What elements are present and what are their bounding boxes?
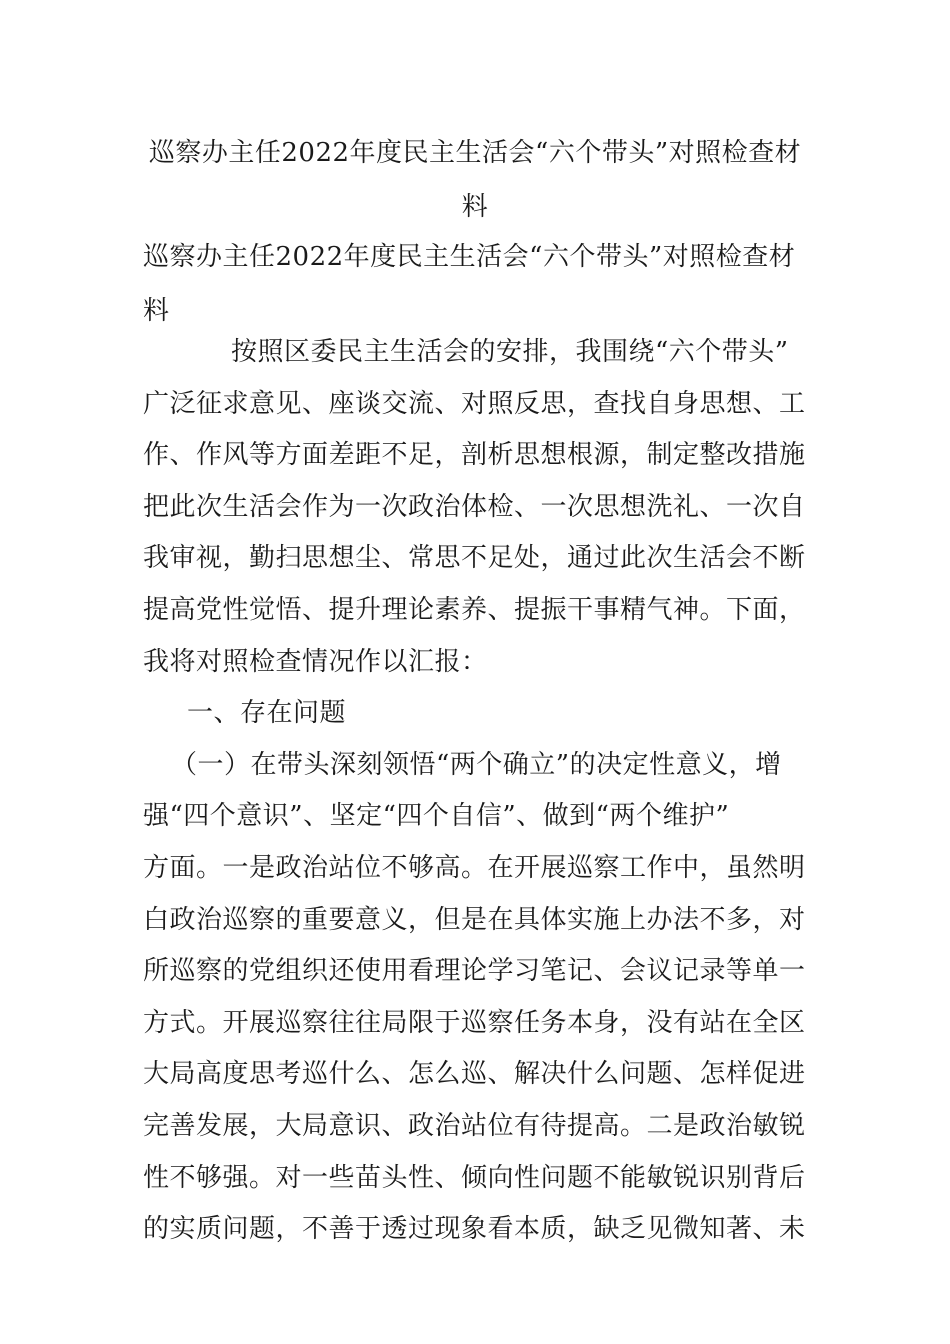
body-line: 作、作风等方面差距不足，剖析思想根源，制定整改措施 [143, 440, 806, 471]
title-line-1: 巡察办主任2022年度民主生活会“六个带头”对照检查材 [148, 138, 802, 168]
body-line: 广泛征求意见、座谈交流、对照反思，查找自身思想、工 [143, 388, 806, 419]
body-line: 大局高度思考巡什么、怎么巡、解决什么问题、怎样促进 [143, 1059, 806, 1090]
body-line: 完善发展，大局意识、政治站位有待提高。二是政治敏锐 [143, 1110, 806, 1141]
title-line-2: 料 [461, 192, 489, 222]
document-body [143, 327, 808, 1256]
subtitle-line-2: 料 [143, 296, 170, 326]
body-line: （一）在带头深刻领悟“两个确立”的决定性意义，增 [171, 749, 782, 780]
body-line: 我将对照检查情况作以汇报： [143, 646, 488, 677]
body-line: 按照区委民主生活会的安排，我围绕“六个带头” [231, 337, 789, 367]
body-line: 强“四个意识”、坚定“四个自信”、做到“两个维护” [143, 801, 730, 832]
body-line: 方面。一是政治站位不够高。在开展巡察工作中，虽然明 [143, 852, 806, 883]
body-line: 白政治巡察的重要意义，但是在具体实施上办法不多，对 [143, 904, 806, 935]
body-line: 提高党性觉悟、提升理论素养、提振干事精气神。下面， [143, 594, 806, 625]
body-line: 我审视，勤扫思想尘、常思不足处，通过此次生活会不断 [143, 543, 806, 574]
subtitle-line-1: 巡察办主任2022年度民主生活会“六个带头”对照检查材 [143, 242, 796, 272]
document-title [140, 126, 810, 234]
body-line: 所巡察的党组织还使用看理论学习笔记、会议记录等单一 [143, 956, 806, 987]
body-line: 的实质问题，不善于透过现象看本质，缺乏见微知著、未 [143, 1214, 806, 1245]
document-subtitle [143, 230, 808, 338]
section-heading: 一、存在问题 [187, 698, 347, 729]
body-line: 把此次生活会作为一次政治体检、一次思想洗礼、一次自 [143, 491, 806, 522]
body-line: 性不够强。对一些苗头性、倾向性问题不能敏锐识别背后 [143, 1162, 806, 1193]
body-line: 方式。开展巡察往往局限于巡察任务本身，没有站在全区 [143, 1007, 806, 1038]
